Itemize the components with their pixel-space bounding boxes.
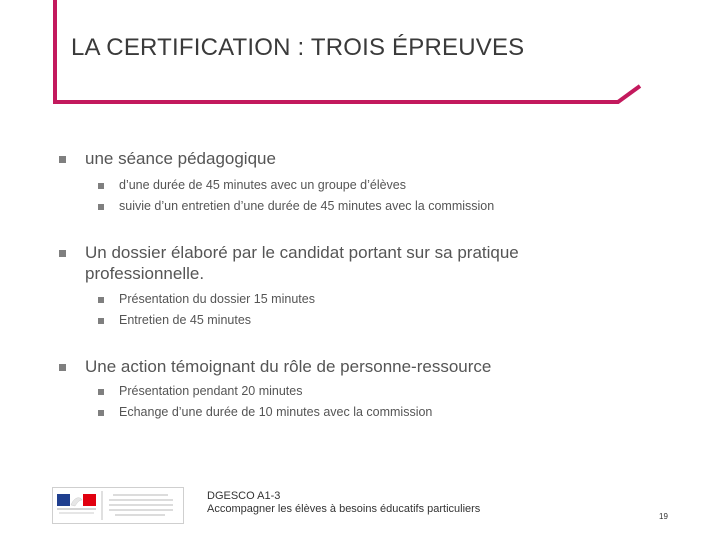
title-frame [0, 0, 720, 110]
sub-bullet [58, 289, 678, 310]
sub-bullet-text: d’une durée de 45 minutes avec un groupe d’élèves [119, 178, 407, 192]
bullet-text-line1: Un dossier élaboré par le candidat portant sur sa pratique [85, 243, 519, 262]
sub-bullet-text: Entretien de 45 minutes [119, 313, 252, 327]
bullet-list [58, 148, 678, 423]
sub-bullet-text: Echange d’une durée de 10 minutes avec la commission [119, 405, 433, 419]
sub-bullet [58, 196, 678, 217]
bullet-dossier [58, 242, 678, 284]
bullet-text: Une action témoignant du rôle de personne-ressource [85, 357, 492, 376]
bullet-text: une séance pédagogique [85, 149, 276, 168]
bullet-square-icon [98, 318, 104, 324]
ministry-logo [52, 487, 184, 524]
sub-bullet [58, 402, 678, 423]
sub-bullet [58, 175, 678, 196]
sub-bullet-text: Présentation du dossier 15 minutes [119, 292, 315, 306]
slide-title: LA CERTIFICATION : TROIS ÉPREUVES [71, 34, 525, 61]
sub-bullet [58, 381, 678, 402]
footer-line2: Accompagner les élèves à besoins éducatifs particuliers [207, 503, 481, 515]
bullet-square-icon [98, 183, 104, 189]
footer-line1: DGESCO A1-3 [207, 490, 281, 502]
footer-text [207, 490, 480, 516]
bullet-square-icon [98, 297, 104, 303]
bullet-seance [58, 148, 678, 169]
sub-bullet-text: Présentation pendant 20 minutes [119, 384, 303, 398]
sub-bullet-text: suivie d’un entretien d’une durée de 45 minutes avec la commission [119, 199, 495, 213]
page-number: 19 [659, 512, 668, 521]
bullet-square-icon [59, 250, 66, 257]
bullet-square-icon [98, 204, 104, 210]
bullet-action [58, 356, 678, 377]
marianne-logo-icon [53, 488, 183, 523]
bullet-square-icon [59, 364, 66, 371]
bullet-text-line2: professionnelle. [85, 264, 205, 283]
bullet-square-icon [98, 389, 104, 395]
bullet-square-icon [59, 156, 66, 163]
bullet-square-icon [98, 410, 104, 416]
sub-bullet [58, 310, 678, 331]
